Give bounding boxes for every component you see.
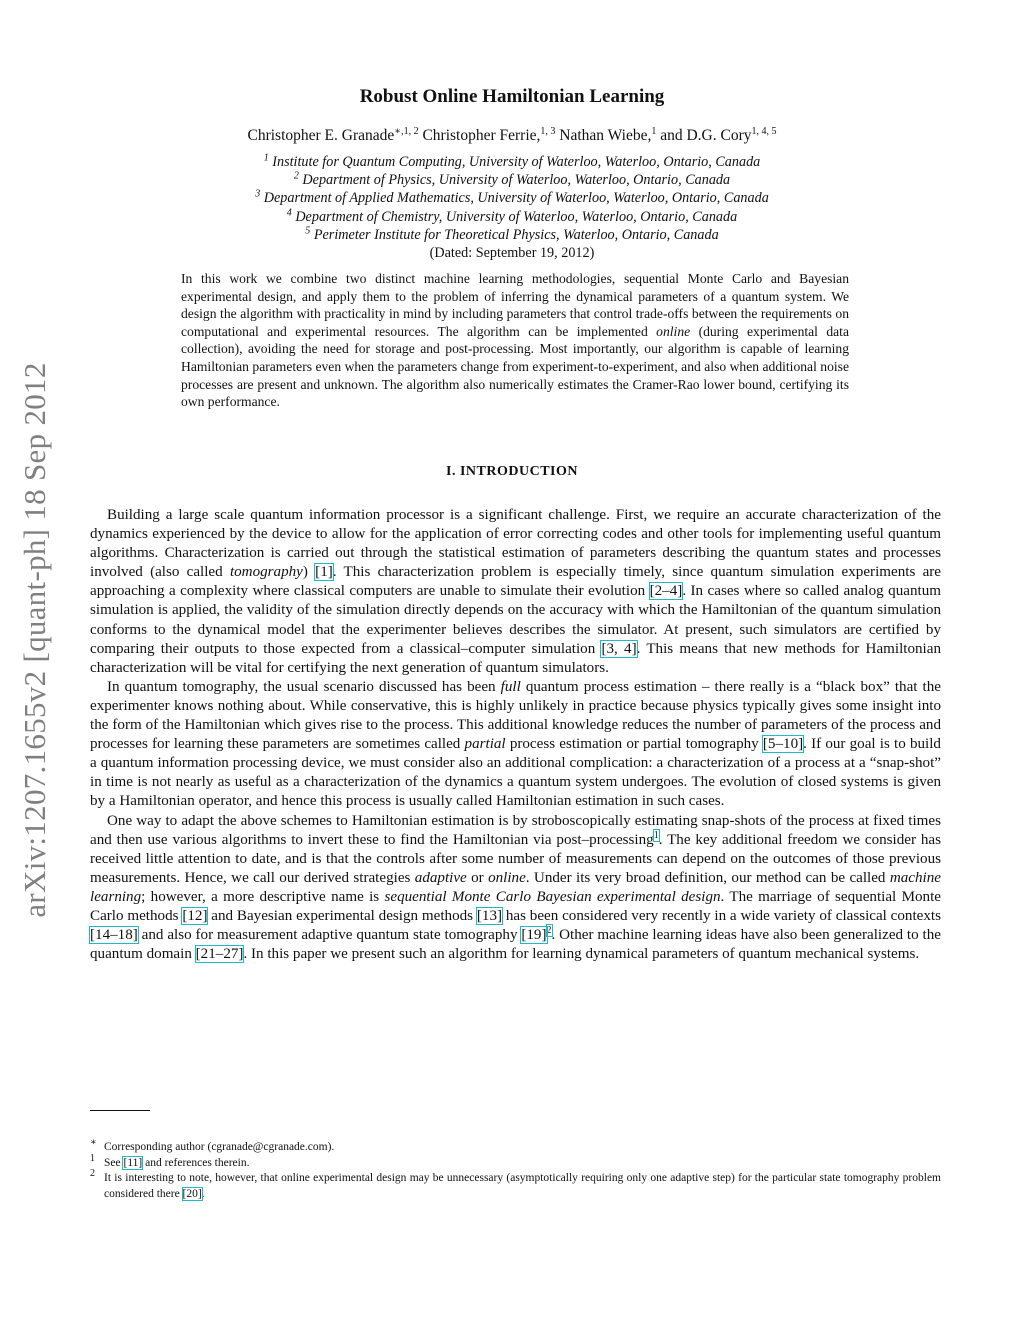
text-run: In quantum tomography, the usual scenario discussed has been xyxy=(107,678,501,695)
emphasis: full xyxy=(500,678,521,695)
abstract-text: In this work we combine two distinct machine learning methodologies, sequential Monte Carlo and Bayesian experimental design, and apply them to the problem of inferring the dynamical parameters of a quantum system. We design the algorithm with practicality in mind by including parameters that control trade-offs between the requirements on computational and experimental resources. The algorithm can be implemented xyxy=(181,271,849,339)
footnote-marker[interactable]: 1 xyxy=(653,829,659,841)
text-run: has been considered very recently in a wide variety of classical contexts xyxy=(502,907,941,924)
author-list xyxy=(0,127,1024,145)
citation-link[interactable]: [13] xyxy=(476,907,503,924)
citation-link[interactable]: [1] xyxy=(315,564,333,581)
text-run: ; however, a more descriptive name is xyxy=(141,888,385,905)
arxiv-identifier: arXiv:1207.1655v2 [quant-ph] 18 Sep 2012 xyxy=(17,362,52,918)
text-run: . The key additional freedom we consider has received little attention to date, and is that the controls after some number of measurements can depend on the outcomes of those previous measurements. Hence, we call our derived strategies xyxy=(90,831,941,886)
emphasis: tomography xyxy=(229,564,303,581)
affiliation-number: 3 xyxy=(255,188,261,200)
affiliation-number: 5 xyxy=(305,225,311,237)
footnote-text: and references therein. xyxy=(142,1156,250,1169)
author-name: and D.G. Cory xyxy=(660,127,752,144)
affiliation-line xyxy=(0,171,1024,189)
footnotes xyxy=(90,1137,941,1202)
date-line: (Dated: September 19, 2012) xyxy=(429,245,595,262)
author-marks: 1 xyxy=(651,125,657,137)
emphasis: sequential Monte Carlo Bayesian experimental design xyxy=(384,888,721,905)
affiliation-line xyxy=(0,153,1024,171)
text-run: and also for measurement adaptive quantum state tomography xyxy=(137,927,522,944)
text-run: . Under its very broad definition, our method can be called xyxy=(525,869,890,886)
abstract-emphasis: online xyxy=(656,323,691,339)
affiliation-number: 4 xyxy=(286,206,292,218)
affiliation-number: 2 xyxy=(293,170,299,182)
paper-title: Robust Online Hamiltonian Learning xyxy=(359,86,665,107)
affiliation-line xyxy=(0,226,1024,244)
citation-link[interactable]: [21–27] xyxy=(195,946,244,963)
introduction-body xyxy=(90,506,941,964)
text-run: . This characterization problem is especially timely, since quantum simulation experiments are approaching a complexity where classical computers are unable to simulate their evolution xyxy=(90,564,941,600)
author-name: Nathan Wiebe, xyxy=(559,127,652,144)
text-run: quantum process estimation – there really is a “black box” that the experimenter knows nothing about. While conservative, this is highly unlikely in practice because physics typically gives some insight into the form of the Hamiltonian which gives rise to the process. This additional knowledge reduces the number of parameters of the process and processes for learning these parameters are sometimes called xyxy=(90,678,941,753)
author-name: Christopher E. Granade xyxy=(247,127,395,144)
affiliation-text: Perimeter Institute for Theoretical Physics, Waterloo, Ontario, Canada xyxy=(313,226,719,243)
emphasis: machine learning xyxy=(90,869,941,905)
footnote-text: . xyxy=(201,1187,205,1200)
emphasis: adaptive xyxy=(414,869,467,886)
author-marks: 1, 4, 5 xyxy=(751,125,777,137)
text-run: . In this paper we present such an algorithm for learning dynamical parameters of quantum mechanical systems. xyxy=(243,946,920,963)
affiliation-line xyxy=(0,208,1024,226)
emphasis: online xyxy=(488,869,526,886)
citation-link[interactable]: [20] xyxy=(182,1187,202,1200)
abstract-text: (during experimental data collection), avoiding the need for storage and post-processing. Most importantly, our algorithm is capable of learning Hamiltonian parameters even when the parameters change from experiment-to-experiment, and also when additional noise processes are present and unknown. The algorithm also numerically estimates the Cramer-Rao lower bound, certifying its own performance. xyxy=(181,323,849,410)
text-run: ) xyxy=(302,564,316,581)
citation-link[interactable]: [12] xyxy=(182,907,208,924)
affiliation-list xyxy=(0,153,1024,262)
text-run: . Other machine learning ideas have also been generalized to the quantum domain xyxy=(90,927,941,963)
emphasis: partial xyxy=(464,736,506,753)
footnote: $^2$ It is interesting to note, however, that online experimental design may be unnecessary (asymptotically requiring only one adaptive step) for the particular state tomography problem considered there [20]. xyxy=(90,1168,941,1200)
text-run: . In cases where so called analog quantum simulation is applied, the validity of the simulation directly depends on the accuracy with which the Hamiltonian of the quantum simulation conforms to the dynamical model that the experimenter believes describes the simulator. At present, such simulators are certified by comparing their outputs to those expected from a classical–computer simulation xyxy=(90,583,941,657)
text-run: One way to adapt the above schemes to Hamiltonian estimation is by stroboscopically estimating snap-shots of the process at fixed times and then use various algorithms to invert these to find the Hamiltonian via post–processing xyxy=(90,812,941,848)
paragraph xyxy=(90,678,941,812)
text-run: . If our goal is to build a quantum information processing device, we must consider also an additional complication: a characterization of a process at a “snap-shot” in time is not nearly as useful as a characterization of the dynamics a quantum system undergoes. The evolution of closed systems is given by a Hamiltonian operator, and hence this process is usually called Hamiltonian estimation in such cases. xyxy=(90,736,941,810)
citation-link[interactable]: [11] xyxy=(123,1156,143,1169)
author-name: Christopher Ferrie, xyxy=(422,127,541,144)
footnote-text: See xyxy=(104,1156,124,1169)
text-run: . This means that new methods for Hamiltonian characterization will be vital for certifying the next generation of quantum simulators. xyxy=(90,640,942,676)
affiliation-line xyxy=(0,189,1024,207)
citation-link[interactable]: [14–18] xyxy=(90,927,138,944)
affiliation-text: Department of Chemistry, University of Waterloo, Waterloo, Ontario, Canada xyxy=(295,208,738,225)
footnote: $^1$ See [11] and references therein. xyxy=(90,1152,250,1169)
arxiv-sidebar-stamp xyxy=(0,300,70,980)
footnote-text: Corresponding author (cgranade@cgranade.com). xyxy=(104,1141,335,1153)
affiliation-number: 1 xyxy=(263,152,269,164)
footnote-marker[interactable]: 2 xyxy=(546,925,552,937)
paragraph xyxy=(90,812,941,965)
footnote-text: It is interesting to note, however, that online experimental design may be unnecessary (asymptotically requiring only one adaptive step) for the particular state tomography problem considered there xyxy=(104,1172,941,1200)
affiliation-text: Department of Physics, University of Waterloo, Waterloo, Ontario, Canada xyxy=(302,172,731,189)
footnote-divider xyxy=(90,1110,150,1111)
citation-link[interactable]: [2–4] xyxy=(649,583,683,600)
text-run: or xyxy=(466,869,489,886)
author-marks: ∗,1, 2 xyxy=(394,125,419,137)
citation-link[interactable]: [19] xyxy=(521,927,547,944)
author-marks: 1, 3 xyxy=(540,125,556,137)
paragraph xyxy=(90,506,941,678)
text-run: Building a large scale quantum information processor is a significant challenge. First, we require an accurate characterization of the dynamics experienced by the device to allow for the application of error correcting codes and other tools for implementing useful quantum algorithms. Characterization is carried out through the statistical estimation of parameters describing the quantum states and processes involved (also called xyxy=(90,507,941,581)
citation-link[interactable]: [5–10] xyxy=(762,736,804,753)
footnote: ∗ Corresponding author (cgranade@cgranade.com). xyxy=(90,1137,335,1153)
section-heading: I. INTRODUCTION xyxy=(446,464,578,479)
text-run: . The marriage of sequential Monte Carlo methods xyxy=(90,888,941,924)
abstract xyxy=(181,270,849,411)
text-run: process estimation or partial tomography xyxy=(505,736,763,753)
text-run: and Bayesian experimental design methods xyxy=(207,907,477,924)
affiliation-text: Department of Applied Mathematics, University of Waterloo, Waterloo, Ontario, Canada xyxy=(263,190,769,207)
affiliation-text: Institute for Quantum Computing, University of Waterloo, Waterloo, Ontario, Canada xyxy=(272,154,761,170)
citation-link[interactable]: [3, 4] xyxy=(601,640,637,657)
